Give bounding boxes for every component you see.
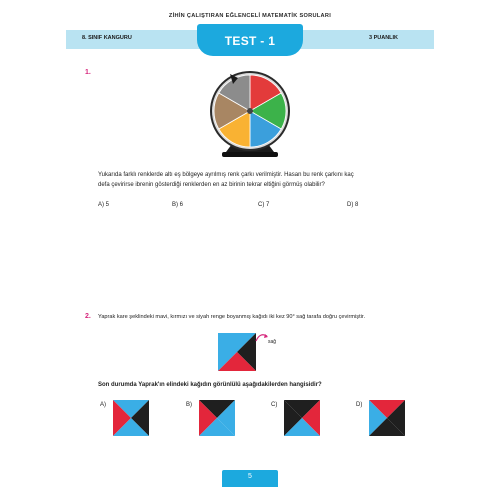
page-number: 5 bbox=[222, 470, 278, 484]
paper-square bbox=[218, 333, 256, 371]
wheel-hub bbox=[247, 108, 253, 114]
footer-line bbox=[222, 484, 278, 487]
question-2-number: 2. bbox=[85, 313, 91, 320]
test-title: TEST - 1 bbox=[197, 24, 303, 56]
q2-option-d-square[interactable] bbox=[369, 400, 405, 436]
question-1-number: 1. bbox=[85, 69, 91, 76]
question-2-prompt: Son durumda Yaprak'ın elindeki kağıdın görünlülü aşağıdakilerden hangisidir? bbox=[98, 382, 322, 388]
question-2-text: Yaprak kare şeklindeki mavi, kırmızı ve siyah renge boyanmış kağıdı iki kez 90° sağ tarafa doğru çevirmiştir. bbox=[98, 314, 366, 320]
grade-label: 8. SINIF KANGURU bbox=[82, 35, 132, 41]
q2-option-a-label[interactable]: A) bbox=[100, 402, 106, 408]
q2-option-a-square[interactable] bbox=[113, 400, 149, 436]
q2-option-c-label[interactable]: C) bbox=[271, 402, 278, 408]
question-1-text-line1: Yukarıda farklı renklerde altı eş bölgeye ayrılmış renk çarkı verilmiştir. Hasan bu renk çarkını kaç bbox=[98, 172, 354, 178]
q1-option-c[interactable]: C) 7 bbox=[258, 202, 270, 208]
q2-option-b-square[interactable] bbox=[199, 400, 235, 436]
q1-option-a[interactable]: A) 5 bbox=[98, 202, 110, 208]
q2-option-d-label[interactable]: D) bbox=[356, 402, 363, 408]
q1-option-b[interactable]: B) 6 bbox=[172, 202, 184, 208]
page-header-title: ZİHİN ÇALIŞTIRAN EĞLENCELİ MATEMATİK SORULARI bbox=[168, 13, 332, 19]
q2-option-c-square[interactable] bbox=[284, 400, 320, 436]
q1-option-d[interactable]: D) 8 bbox=[347, 202, 359, 208]
q2-option-b-label[interactable]: B) bbox=[186, 402, 192, 408]
rotate-direction-label: sağ bbox=[268, 339, 277, 345]
question-1-text-line2: defa çevirirse ibrenin gösterdiği renklerden en az birinin tekrar eltiğini görmüş olabilir? bbox=[98, 182, 325, 188]
wheel-base bbox=[222, 152, 278, 157]
color-wheel bbox=[202, 70, 298, 162]
points-label: 3 PUANLIK bbox=[369, 35, 399, 41]
